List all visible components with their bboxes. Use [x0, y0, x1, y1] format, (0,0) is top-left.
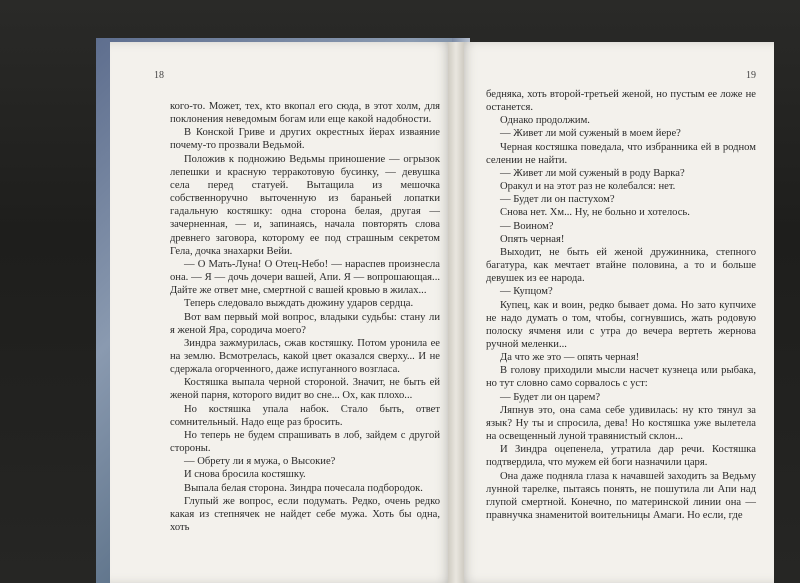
paragraph: Костяшка выпала черной стороной. Значит, не быть ей женой парня, которого видит во сне... Ох, как плохо... — [170, 377, 440, 402]
paragraph: — Воином? — [500, 220, 554, 232]
page-number-right: 19 — [746, 70, 756, 81]
right-page-text — [486, 88, 756, 522]
right-page — [460, 42, 774, 583]
paragraph: Купец, как и воин, редко бывает дома. Но зато купчихе не надо думать о том, чтобы, согнувшись, жать родовую полоску ячменя или с утра до вечера вертеть жернова ручной меленки... — [486, 299, 756, 350]
paragraph: Но теперь не будем спрашивать в лоб, зайдем с другой стороны. — [170, 429, 440, 455]
paragraph: Ляпнув это, она сама себе удивилась: ну кто тянул за язык? Ну ты и спросила, дева! Но костяшка уже вылетела на освещенный луной травянистый склон... — [486, 404, 756, 443]
paragraph: Она даже подняла глаза к начавшей заходить за Ведьму лунной тарелке, пытаясь понять, не пошутила ли Апи над глупой смертной. Конечно, по материнской линии она — правнучка знаменитой воительницы Амаги. Но если, где — [486, 470, 756, 521]
paragraph: Выходит, не быть ей женой дружинника, степного багатура, как мечтает втайне половина, а то и больше девушек из ее народа. — [486, 246, 756, 285]
paragraph: Но костяшка упала набок. Стало быть, ответ сомнительный. Надо еще раз бросить. — [170, 403, 440, 428]
paragraph: Вот вам первый мой вопрос, владыки судьбы: стану ли я женой Яра, сородича моего? — [170, 311, 440, 336]
paragraph: бедняка, хоть второй-третьей женой, но пустым ее ложе не останется. — [486, 89, 756, 114]
paragraph: Положив к подножию Ведьмы приношение — огрызок лепешки и красную терракотовую бусинку, — девушка села перед статуей. Вытащила из мешочка собственноручно выточенную из бараньей лопатки гадальную костяшку: одна сторона белая, другая — зачерненная, — и, запинаясь, начала повторять слова древнего заговора, которому ее под страшным секретом Гела, дочка знахарки Вейи. — [170, 153, 440, 257]
paragraph: И снова бросила костяшку. — [184, 469, 306, 481]
paragraph: Да что же это — опять черная! — [500, 352, 640, 364]
paragraph: Выпала белая сторона. Зиндра почесала подбородок. — [184, 482, 423, 494]
paragraph: Однако продолжим. — [500, 115, 590, 127]
paragraph: И Зиндра оцепенела, утратила дар речи. Костяшка подтвердила, что мужем ей боги назначили царя. — [486, 444, 756, 469]
paragraph: — Живет ли мой суженый в роду Варка? — [500, 167, 685, 179]
paragraph: — Живет ли мой суженый в моем йере? — [500, 128, 681, 140]
paragraph: — Купцом? — [500, 286, 553, 298]
book-gutter — [448, 42, 464, 583]
paragraph: — Будет ли он пастухом? — [500, 194, 615, 206]
paragraph: В Конской Гриве и других окрестных йерах изваяние почему-то прозвали Ведьмой. — [170, 127, 440, 152]
paragraph: Оракул и на этот раз не колебался: нет. — [500, 181, 676, 193]
paragraph: Зиндра зажмурилась, сжав костяшку. Потом уронила ее на землю. Всмотрелась, какой цвет оказался сверху... И не сдержала огорченного, даже испуганного возгласа. — [170, 337, 440, 376]
paragraph: — Обрету ли я мужа, о Высокие? — [184, 456, 336, 468]
left-page — [110, 42, 452, 583]
paragraph: Черная костяшка поведала, что избранника ей в родном селении не найти. — [486, 141, 756, 166]
paragraph: В голову приходили мысли насчет кузнеца или рыбака, но тут словно само сорвалось с уст: — [486, 365, 756, 390]
left-page-text — [170, 100, 440, 534]
paragraph: Теперь следовало выждать дюжину ударов сердца. — [184, 298, 414, 310]
paragraph: — О Мать-Луна! О Отец-Небо! — нараспев произнесла она. — Я — дочь дочери вашей, Апи. Я — вопрошающая... Дайте же ответ мне, смертной с вашей кровью в жилах... — [170, 258, 440, 297]
paragraph: Глупый же вопрос, если подумать. Редко, очень редко какая из степнячек не найдет себе мужа. Хоть бы одна, хоть — [170, 495, 440, 533]
paragraph: Снова нет. Хм... Ну, не больно и хотелось. — [500, 207, 690, 219]
paragraph: кого-то. Может, тех, кто вкопал его сюда, в этот холм, для поклонения неведомым богам или еще какой надобности. — [170, 101, 440, 126]
paragraph: Опять черная! — [500, 233, 565, 245]
page-number-left: 18 — [154, 70, 164, 81]
paragraph: — Будет ли он царем? — [500, 391, 601, 403]
